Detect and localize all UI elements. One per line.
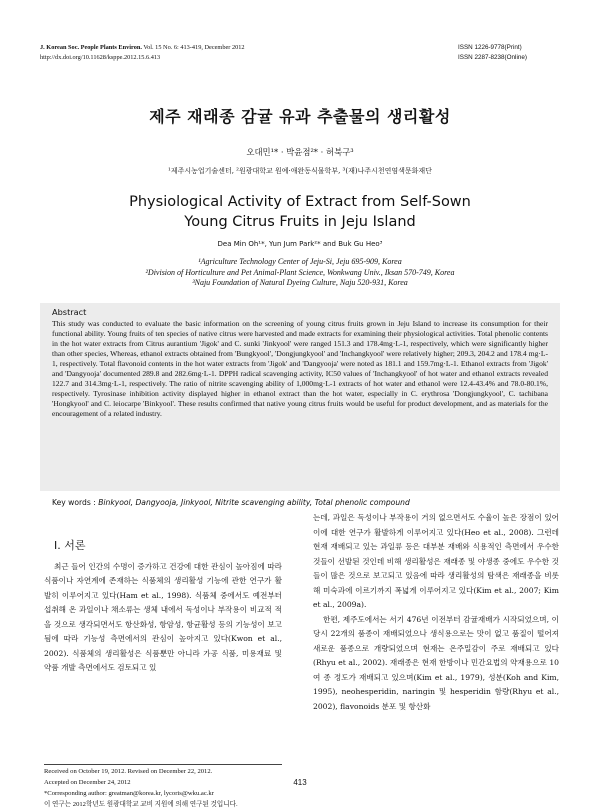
english-affiliations (0, 257, 600, 289)
left-column (44, 537, 282, 676)
footnote-divider (44, 764, 282, 765)
keywords-list: Binkyool, Dangyooja, Jinkyool, Nitrite scavenging ability, Total phenolic compound (98, 498, 410, 507)
english-title (0, 192, 600, 232)
footnote-received: Received on October 19, 2012. Revised on December 22, 2012. (44, 768, 213, 775)
issn-block (458, 43, 527, 62)
keywords (52, 498, 410, 507)
journal-name: J. Korean Soc. People Plants Environ. (40, 44, 142, 51)
footnotes (44, 766, 284, 810)
footnote-funding: 이 연구는 2012학년도 원광대학교 교비 지원에 의해 연구된 것입니다. (44, 801, 238, 808)
doi-link[interactable]: http://dx.doi.org/10.11628/ksppe.2012.15.6.413 (40, 53, 161, 61)
right-column (313, 511, 559, 714)
abstract-heading: Abstract (52, 307, 87, 317)
footnote-corresponding: *Corresponding author: greatman@korea.kr, lycoris@wku.ac.kr (44, 790, 214, 797)
journal-citation: Vol. 15 No. 6: 413-419, December 2012 (143, 44, 245, 51)
keywords-label: Key words : (52, 498, 99, 507)
english-title-line1: Physiological Activity of Extract from Self-Sown (129, 194, 471, 210)
english-title-line2: Young Citrus Fruits in Jeju Island (184, 214, 416, 230)
section-heading-introduction: Ⅰ. 서론 (54, 539, 86, 552)
affiliation-3: ³Naju Foundation of Natural Dyeing Culture, Naju 520-931, Korea (192, 278, 408, 287)
korean-affiliations: ¹제주시농업기술센터, ²원광대학교 원예·애완동식물학부, ³(재)나주시천연염색문화재단 (168, 167, 432, 175)
korean-title: 제주 재래종 감귤 유과 추출물의 생리활성 (149, 107, 451, 126)
english-authors: Dea Min Oh¹*, Yun Jum Park²* and Buk Gu Heo³ (217, 240, 383, 248)
issn-print: ISSN 1226-9778(Print) (458, 44, 522, 51)
intro-paragraph-left: 최근 들어 인간의 수명이 증가하고 건강에 대한 관심이 높아짐에 따라 식품이나 자연계에 존재하는 식품체의 생리활성 기능에 관한 연구가 활발히 이루어지고 있다(Ham et al., 1998). 식품체 중에서도 예전부터 섭취해 온 과일이나 채소류는 생체 내에서 독성이나 부작용이 비교적 적을 것으로 생각되면서도 항산화성, 항암성, 항균활성 등의 기능성이 보고됨에 따라 기능성 측면에서의 관심이 높아지고 있다(Kwon et al., 2002). 식품체의 생리활성은 식품뿐만 아니라 가공 식품, 미용재료 및 약품 개발 측면에서도 검토되고 있 (44, 561, 282, 672)
intro-paragraph-right-1: 는데, 과일은 독성이나 부작용이 거의 없으면서도 수율이 높은 장점이 있어 이에 대한 연구가 활발하게 이루어지고 있다(Heo et al., 2008). 그런데 현재 재배되고 있는 과일류 등은 대부분 재배와 식용적인 측면에서 우수한 것들이 선발된 것인데 비해 생리활성은 재래종 및 야생종 중에도 우수한 것들이 많은 것으로 보고되고 있음에 따라 생리활성의 탐색은 재래종을 비롯해 미숙과에 이르기까지 폭넓게 이루어지고 있다(Kim et al., 2007; Kim et al., 2009a). (313, 513, 559, 609)
korean-authors: 오대민¹* · 박윤점²* · 허북구³ (246, 147, 354, 157)
affiliation-2: ²Division of Horticulture and Pet Animal-Plant Science, Wonkwang Univ., Iksan 570-749, Korea (145, 267, 455, 277)
abstract-box (40, 303, 560, 491)
abstract-text: This study was conducted to evaluate the basic information on the screening of young citrus fruits grown in Jeju Island to increase its consumption for their functional ability. Young fruits of ten species of native citrus were harvested and made extracts for examining their physiological activities. Total phenolic contents in the hot water extracts from Citrus aurantium 'Jigok' and C. sunki 'Jinkyool' were ranged 151.3 and 178.4mg·L-1, respectively, which were significantly higher than other species, Whereas, ethanol extracts obtained from 'Bungkyool', 'Dongjungkyool' and 'Inchangkyool' were relatively higher; 209.3, 204.2 and 178.4 mg·L-1, respectively. Total flavonoid contents in the hot water extracts from 'Jigok' and 'Dangyooja' were noted as 181.1 and 159.7mg·L-1. Ethanol extracts from 'Jigok' and 'Dangyooja' documented 289.8 and 282.6mg·L-1. DPPH radical scavenging activity, IC50 values of 'Inchangkyool' of hot water and ethanol extracts revealed 122.7 and 314.3mg·L-1, respectively. The ratio of nitrite scavenging ability of 1,000mg·L-1 extracts of hot water and ethanol were 12.4-43.4% and 78.0-80.1%, respectively. Tyrosinase inhibition activity displayed higher in ethanol extract than the hot water, especially in C. erythrosa 'Dongjungkyool', C. tachibana 'Hongkyool' and C. leiocarpe 'Binkyool'. These results confirmed that native young citrus fruits would be useful for product development, and as materials for the encouragement of a related industry. (52, 319, 548, 418)
issn-online: ISSN 2287-8238(Online) (458, 53, 527, 61)
affiliation-1: ¹Agriculture Technology Center of Jeju-Si, Jeju 695-909, Korea (198, 257, 402, 266)
page-number: 413 (293, 778, 307, 787)
journal-header (40, 43, 245, 62)
intro-paragraph-right-2: 한편, 제주도에서는 서기 476년 이전부터 감귤재배가 시작되었으며, 이 당시 22개의 품종이 재배되었으나 생식용으로는 맛이 없고 품질이 떨어져 새로운 품종으로 개량되었으며 현재는 온주밀감이 주로 재배되고 있다(Rhyu et al., 2002). 재래종은 현재 한방이나 민간요법의 약재용으로 10여 종 정도가 재배되고 있으며(Kim et al., 1979), 성분(Koh and Kim, 1995), neohesperidin, naringin 및 hesperidin 함량(Rhyu et al., 2002), flavonoids 분포 및 항산화 (313, 614, 559, 711)
footnote-accepted: Accepted on December 24, 2012 (44, 779, 131, 786)
